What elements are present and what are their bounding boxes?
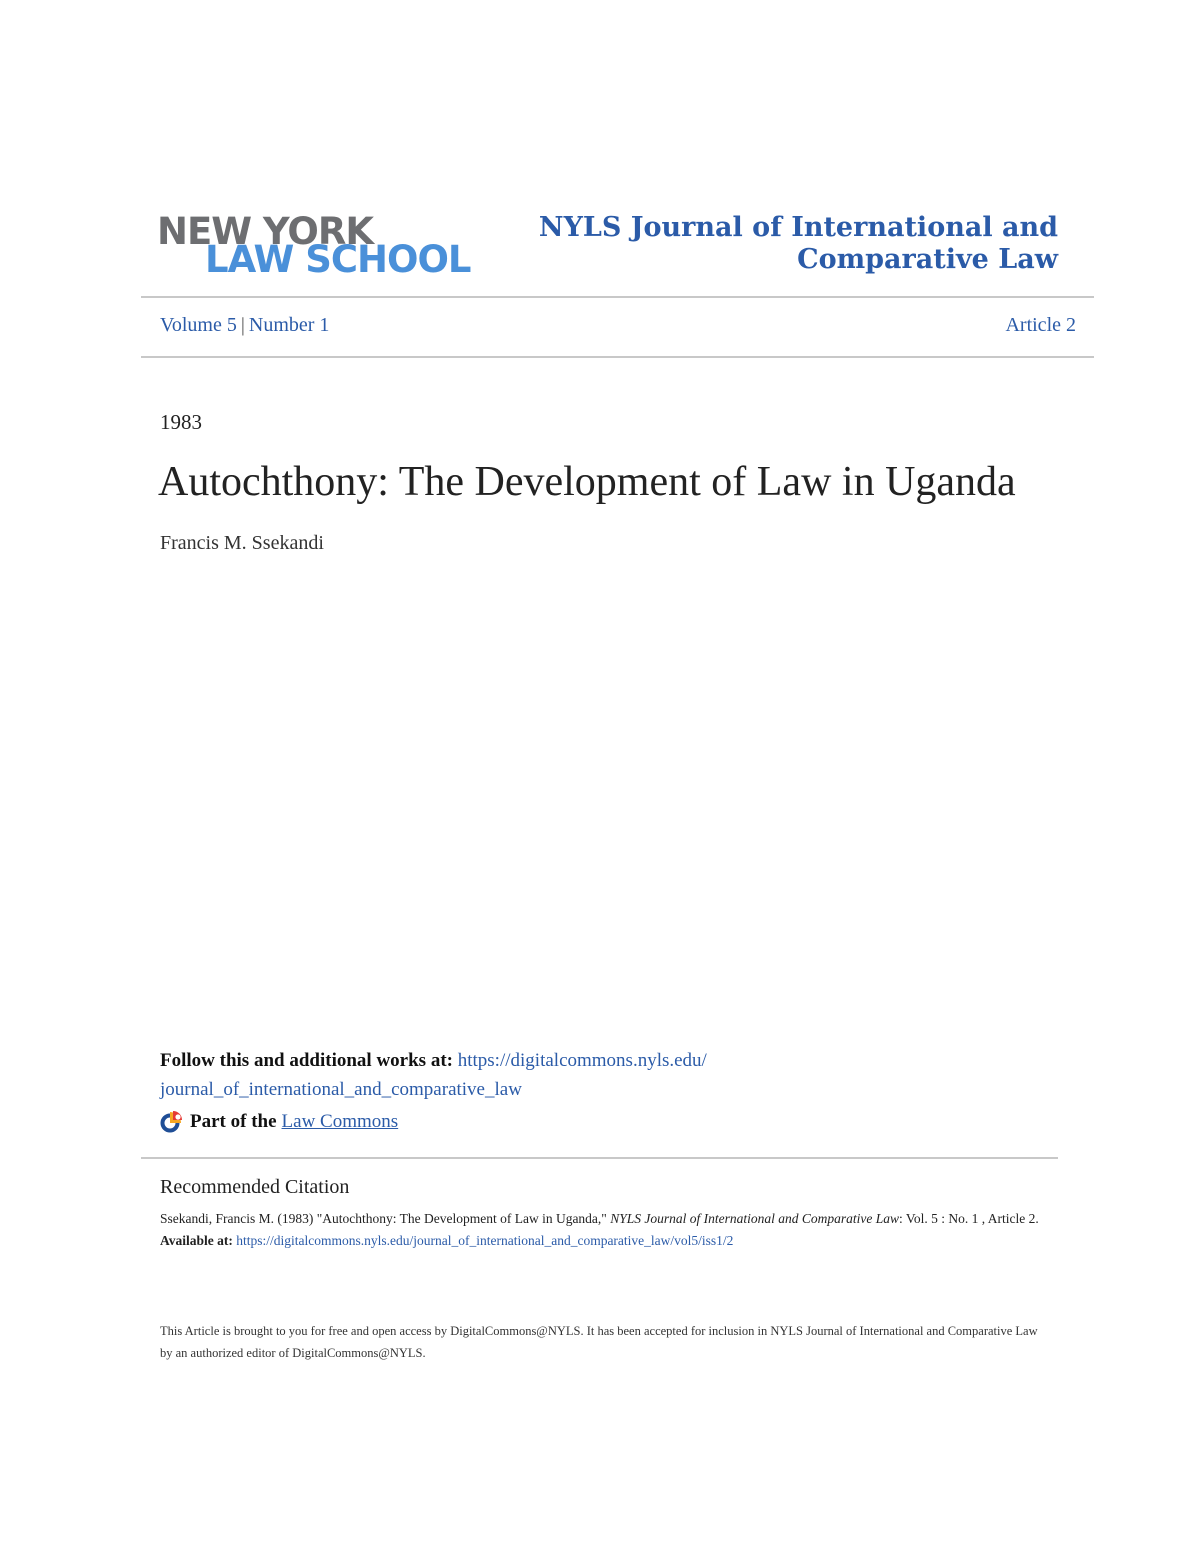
issue-info: [160, 314, 329, 337]
journal-title[interactable]: NYLS Journal of International and Comparative Law: [538, 212, 1058, 275]
paper-author[interactable]: Francis M. Ssekandi: [160, 532, 324, 554]
follow-link[interactable]: https://digitalcommons.nyls.edu/ journal_of_international_and_comparative_law: [160, 1050, 707, 1100]
law-commons-link[interactable]: Law Commons: [281, 1111, 399, 1132]
logo-line-new-york: NEW YORK: [157, 210, 374, 253]
citation-divider: [141, 1157, 1058, 1159]
part-of-label: Part of the: [190, 1111, 277, 1132]
follow-block: [160, 1046, 920, 1104]
issue-divider: [141, 356, 1094, 358]
citation-text-before: Ssekandi, Francis M. (1983) "Autochthony: The Development of Law in Uganda,": [160, 1211, 607, 1226]
paper-title: Autochthony: The Development of Law in Uganda: [158, 459, 1016, 505]
volume-link[interactable]: Volume 5: [160, 314, 237, 336]
access-notice: This Article is brought to you for free and open access by DigitalCommons@NYLS. It has been accepted for inclusion in NYLS Journal of International and Comparative Law by an authorized editor of DigitalCommons@NYLS.: [160, 1324, 1038, 1360]
network-commons-icon: [160, 1109, 186, 1135]
follow-label: Follow this and additional works at:: [160, 1050, 453, 1071]
header-divider: [141, 296, 1094, 298]
part-of-block: [160, 1108, 398, 1136]
issue-separator: |: [240, 314, 245, 336]
number-link[interactable]: Number 1: [248, 314, 330, 336]
article-link[interactable]: Article 2: [1005, 314, 1076, 336]
logo-line-law-school: LAW SCHOOL: [205, 238, 471, 281]
available-at-link[interactable]: https://digitalcommons.nyls.edu/journal_of_international_and_comparative_law/vol5/iss1/2: [236, 1233, 734, 1248]
citation-text-after: : Vol. 5 : No. 1 , Article 2.: [898, 1211, 1039, 1226]
publication-year: 1983: [160, 410, 202, 434]
recommended-citation-heading: Recommended Citation: [160, 1176, 350, 1198]
available-at-label: Available at:: [160, 1233, 233, 1248]
citation-text: [160, 1208, 1050, 1252]
citation-journal: NYLS Journal of International and Comparative Law: [610, 1211, 899, 1226]
